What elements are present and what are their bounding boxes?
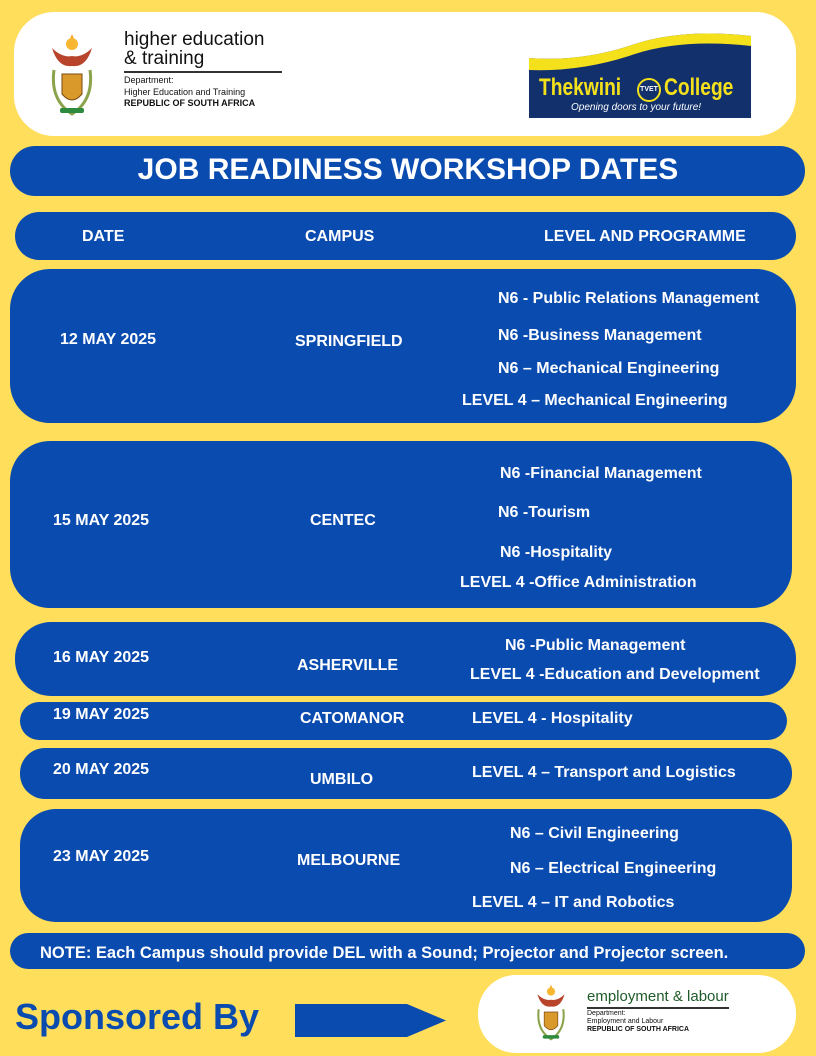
row-programme: LEVEL 4 - Hospitality: [472, 710, 633, 727]
row-campus: ASHERVILLE: [297, 657, 399, 674]
dhet-logo-line1: higher education: [124, 29, 265, 50]
row-date: 20 MAY 2025: [53, 761, 150, 778]
college-name-right: College: [664, 74, 734, 101]
sponsored-by-label: Sponsored By: [15, 996, 260, 1037]
row-campus: CENTEC: [310, 512, 376, 529]
row-programme: LEVEL 4 -Education and Development: [470, 666, 760, 683]
row-programme: LEVEL 4 – IT and Robotics: [472, 894, 675, 911]
row-campus: SPRINGFIELD: [295, 333, 403, 350]
row-date: 19 MAY 2025: [53, 706, 150, 723]
del-logo-rule: [587, 1007, 729, 1009]
row-programme: LEVEL 4 -Office Administration: [460, 574, 697, 591]
row-date: 15 MAY 2025: [53, 512, 150, 529]
dhet-logo-rule: [124, 71, 282, 73]
column-header-campus: CAMPUS: [305, 228, 375, 245]
row-programme: N6 – Mechanical Engineering: [498, 360, 720, 377]
dhet-logo-line2: & training: [124, 48, 205, 69]
tvet-badge: TVET: [637, 78, 661, 102]
row-programme: LEVEL 4 – Mechanical Engineering: [462, 392, 728, 409]
note-text: NOTE: Each Campus should provide DEL with a Sound; Projector and Projector screen.: [40, 944, 729, 962]
college-tagline: Opening doors to your future!: [571, 102, 702, 113]
row-programme: LEVEL 4 – Transport and Logistics: [472, 764, 736, 781]
arrow-right-icon: [295, 1003, 447, 1038]
page-title: JOB READINESS WORKSHOP DATES: [137, 153, 679, 186]
row-programme: N6 - Public Relations Management: [498, 290, 760, 307]
dhet-country: REPUBLIC OF SOUTH AFRICA: [124, 98, 256, 108]
sponsor-logo-panel: [478, 975, 796, 1053]
column-header-date: DATE: [82, 228, 125, 245]
college-name-left: Thekwini: [539, 74, 622, 101]
row-campus: MELBOURNE: [297, 852, 401, 869]
dhet-dept-name: Higher Education and Training: [124, 87, 246, 97]
row-programme: N6 -Tourism: [498, 504, 591, 521]
coat-of-arms-icon: [48, 30, 96, 118]
column-header-programme: LEVEL AND PROGRAMME: [544, 228, 746, 245]
del-country: REPUBLIC OF SOUTH AFRICA: [587, 1026, 690, 1033]
wave-graphic: [529, 28, 751, 78]
del-dept-name: Employment and Labour: [587, 1018, 664, 1025]
row-date: 12 MAY 2025: [60, 331, 157, 348]
coat-of-arms-icon: [533, 982, 569, 1042]
dhet-dept-label: Department:: [124, 75, 174, 85]
row-date: 16 MAY 2025: [53, 649, 150, 666]
row-campus: CATOMANOR: [300, 710, 405, 727]
row-programme: N6 -Public Management: [505, 637, 686, 654]
row-campus: UMBILO: [310, 771, 374, 788]
row-programme: N6 -Hospitality: [500, 544, 613, 561]
row-programme: N6 -Business Management: [498, 327, 702, 344]
row-date: 23 MAY 2025: [53, 848, 150, 865]
row-programme: N6 – Civil Engineering: [510, 825, 679, 842]
row-programme: N6 -Financial Management: [500, 465, 702, 482]
thekwini-college-logo: [529, 28, 751, 118]
del-dept-label: Department:: [587, 1010, 626, 1017]
row-programme: N6 – Electrical Engineering: [510, 860, 717, 877]
del-logo-line1: employment & labour: [587, 988, 729, 1005]
